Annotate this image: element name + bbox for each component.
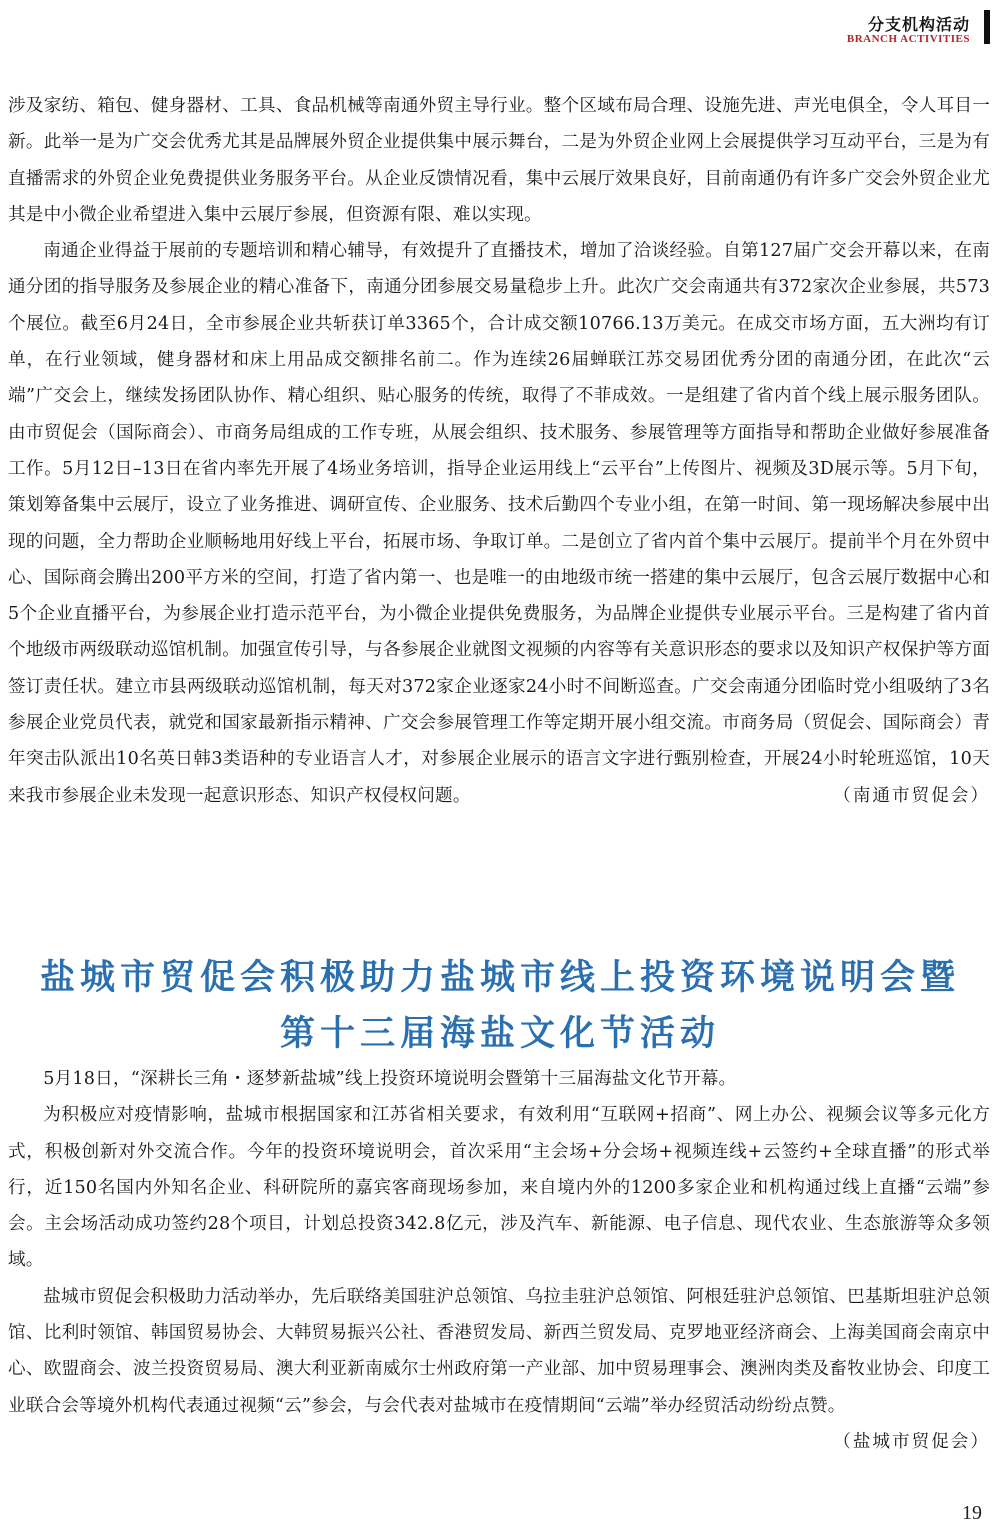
article2-title-line2: 第十三届海盐文化节活动: [279, 1014, 720, 1054]
article1-paragraph-2-text: 南通企业得益于展前的专题培训和精心辅导，有效提升了直播技术，增加了洽谈经验。自第127届广交会开幕以来，在南通分团的指导服务及参展企业的精心准备下，南通分团参展交易量稳步上升。此次广交会南通共有372家次企业参展，共573个展位。截至6月24日，全市参展企业共斩获订单3365个，合计成交额10766.13万美元。在成交市场方面，五大洲均有订单，在行业领域，健身器材和床上用品成交额排名前二。作为连续26届蝉联江苏交易团优秀分团的南通分团，在此次“云端”广交会上，继续发扬团队协作、精心组织、贴心服务的传统，取得了不菲成效。一是组建了省内首个线上展示服务团队。由市贸促会（国际商会）、市商务局组成的工作专班，从展会组织、技术服务、参展管理等方面指导和帮助企业做好参展准备工作。5月12日–13日在省内率先开展了4场业务培训，指导企业运用线上“云平台”上传图片、视频及3D展示等。5月下旬，策划筹备集中云展厅，设立了业务推进、调研宣传、企业服务、技术后勤四个专业小组，在第一时间、第一现场解决参展中出现的问题，全力帮助企业顺畅地用好线上平台，拓展市场、争取订单。二是创立了省内首个集中云展厅。提前半个月在外贸中心、国际商会腾出200平方米的空间，打造了省内第一、也是唯一的由地级市统一搭建的集中云展厅，包含云展厅数据中心和5个企业直播平台，为参展企业打造示范平台，为小微企业提供免费服务，为品牌企业提供专业展示平台。三是构建了省内首个地级市两级联动巡馆机制。加强宣传引导，与各参展企业就图文视频的内容等有关意识形态的要求以及知识产权保护等方面签订责任状。建立市县两级联动巡馆机制，每天对372家企业逐家24小时不间断巡查。广交会南通分团临时党小组吸纳了3名参展企业党员代表，就党和国家最新指示精神、广交会参展管理工作等定期开展小组交流。市商务局（贸促会、国际商会）青年突击队派出10名英日韩3类语种的专业语言人才，对参展企业展示的语言文字进行甄别检查，开展24小时轮班巡馆，10天来我市参展企业未发现一起意识形态、知识产权侵权问题。: [8, 241, 991, 806]
page-number: 19: [962, 1502, 982, 1524]
section-title-en: BRANCH ACTIVITIES: [846, 33, 970, 45]
page-header: [0, 0, 1000, 50]
article2-paragraph-1: 5月18日，“深耕长三角・逐梦新盐城”线上投资环境说明会暨第十三届海盐文化节开幕。: [43, 1069, 737, 1089]
section-title-cn: 分支机构活动: [867, 15, 970, 34]
article1-source: （南通市贸促会）: [833, 785, 990, 806]
article2-paragraph-3: [8, 1279, 990, 1452]
article-yancheng: [8, 1061, 990, 1460]
article1-paragraph-2: [8, 233, 990, 814]
article2-title-line1: 盐城市贸促会积极助力盐城市线上投资环境说明会暨: [39, 958, 960, 998]
article1-paragraph-1: 涉及家纺、箱包、健身器材、工具、食品机械等南通外贸主导行业。整个区域布局合理、设施先进、声光电俱全，令人耳目一新。此举一是为广交会优秀尤其是品牌展外贸企业提供集中展示舞台，二是为外贸企业网上会展提供学习互动平台，三是为有直播需求的外贸企业免费提供业务服务平台。从企业反馈情况看，集中云展厅效果良好，目前南通仍有许多广交会外贸企业尤其是中小微企业希望进入集中云展厅参展，但资源有限、难以实现。: [8, 96, 990, 225]
article2-paragraph-3-text: 盐城市贸促会积极助力活动举办，先后联络美国驻沪总领馆、乌拉圭驻沪总领馆、阿根廷驻沪总领馆、巴基斯坦驻沪总领馆、比利时领馆、韩国贸易协会、大韩贸易振兴公社、香港贸发局、新西兰贸发局、克罗地亚经济商会、上海美国商会南京中心、欧盟商会、波兰投资贸易局、澳大利亚新南威尔士州政府第一产业部、加中贸易理事会、澳洲肉类及畜牧业协会、印度工业联合会等境外机构代表通过视频“云”参会，与会代表对盐城市在疫情期间“云端”举办经贸活动纷纷点赞。: [8, 1286, 990, 1416]
article2-source: （盐城市贸促会）: [833, 1431, 990, 1452]
article2-paragraph-2: 为积极应对疫情影响，盐城市根据国家和江苏省相关要求，有效利用“互联网+招商”、网上办公、视频会议等多元化方式，积极创新对外交流合作。今年的投资环境说明会，首次采用“主会场+分会场+视频连线+云签约+全球直播”的形式举行，近150名国内外知名企业、科研院所的嘉宾客商现场参加，来自境内外的1200多家企业和机构通过线上直播“云端”参会。主会场活动成功签约28个项目，计划总投资342.8亿元，涉及汽车、新能源、电子信息、现代农业、生态旅游等众多领域。: [8, 1105, 990, 1271]
header-bar-decoration: [984, 10, 990, 44]
article-nantong: [8, 88, 990, 814]
